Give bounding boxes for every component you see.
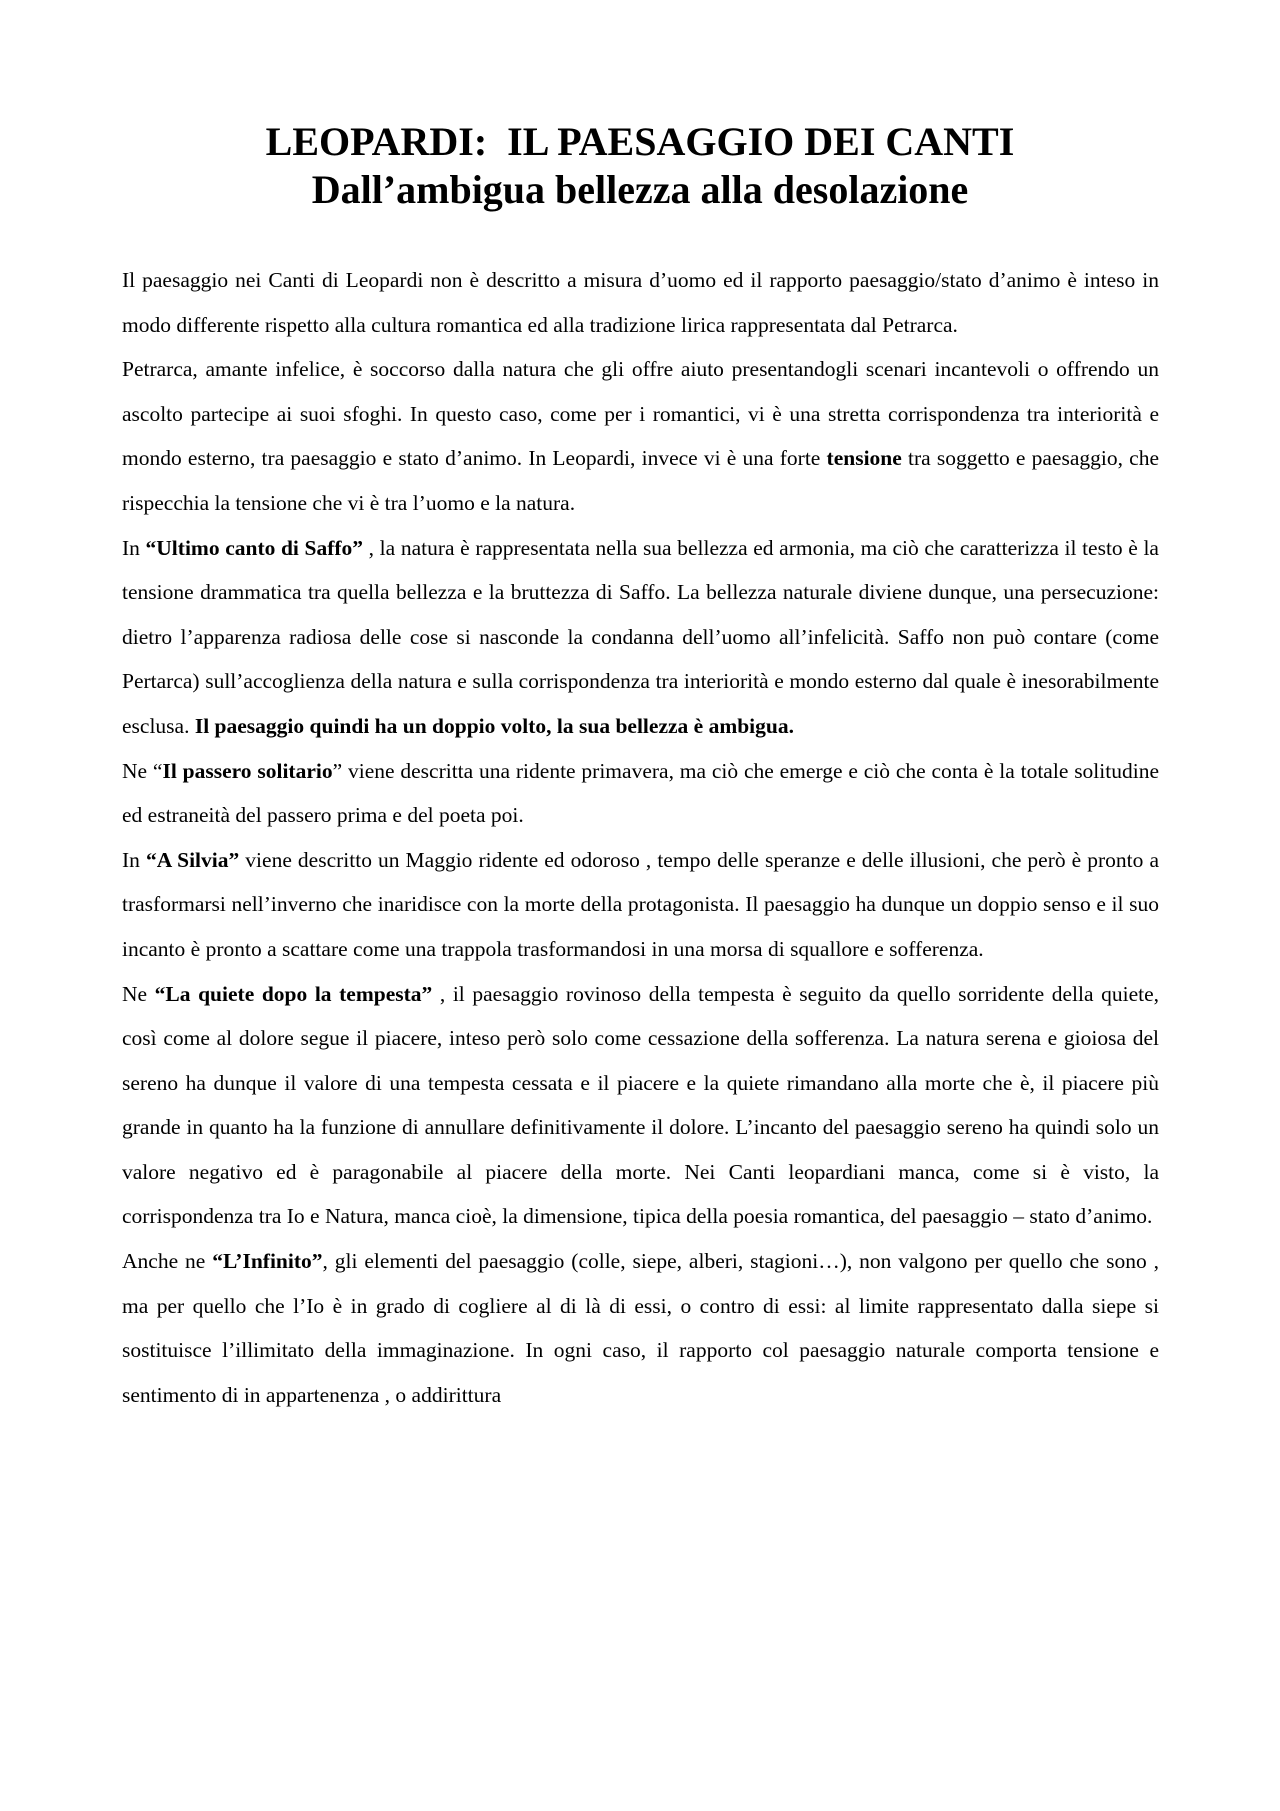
emphasis-conclusion: Il paesaggio quindi ha un doppio volto, la sua bellezza è ambigua. [194,713,794,738]
paragraph-intro [122,258,1159,347]
paragraph-text: Petrarca, amante infelice, è soccorso dalla natura che gli offre aiuto presentandogli scenari incantevoli o offrendo un ascolto partecipe ai suoi sfoghi. In questo caso, come per i romantici, vi è una stretta corrispondenza tra interiorità e mondo esterno, tra paesaggio e stato d’animo. In Leopardi, invece vi è una forte [122,357,1159,471]
poem-title-infinito: “L’Infinito” [212,1249,323,1274]
paragraph-text: , la natura è rappresentata nella sua bellezza ed armonia, ma ciò che caratterizza il testo è la tensione drammatica tra quella bellezza e la bruttezza di Saffo. La bellezza naturale diviene dunque, una persecuzione: dietro l’apparenza radiosa delle cose si nasconde la condanna dell’uomo all’infelicità. Saffo non può contare (come Pertarca) sull’accoglienza della natura e sulla corrispondenza tra interiorità e mondo esterno dal quale è inesorabilmente esclusa. [122,535,1159,738]
page-title: LEOPARDI: IL PAESAGGIO DEI CANTI [265,119,1015,164]
paragraph-text: Ne “ [122,758,163,783]
paragraph-text: Il paesaggio nei Canti di Leopardi non è descritto a misura d’uomo ed il rapporto paesaggio/stato d’animo è inteso in modo differente rispetto alla cultura romantica ed alla tradizione lirica rappresentata dal Petrarca. [122,268,1159,337]
paragraph-quiete [122,972,1159,1240]
poem-title-silvia: “A Silvia” [145,847,240,872]
paragraph-saffo [122,526,1159,749]
paragraph-infinito [122,1239,1159,1417]
page-subtitle: Dall’ambigua bellezza alla desolazione [311,167,969,212]
paragraph-passero [122,749,1159,838]
paragraph-text: ” viene descritta una ridente primavera, ma ciò che emerge e ciò che conta è la totale solitudine ed estraneità del passero prima e del poeta poi. [122,758,1159,828]
poem-title-passero: Il passero solitario [162,758,333,783]
paragraph-silvia [122,838,1159,972]
paragraph-text: , il paesaggio rovinoso della tempesta è seguito da quello sorridente della quiete, così come al dolore segue il piacere, inteso però solo come cessazione della sofferenza. La natura serena e gioiosa del sereno ha dunque il valore di una tempesta cessata e il piacere e la quiete rimandano alla morte che è, il piacere più grande in quanto ha la funzione di annullare definitivamente il dolore. L’incanto del paesaggio sereno ha quindi solo un valore negativo ed è paragonabile al piacere della morte. Nei Canti leopardiani manca, come si è visto, la corrispondenza tra Io e Natura, manca cioè, la dimensione, tipica della poesia romantica, del paesaggio – stato d’animo. [122,981,1160,1229]
poem-title-saffo: “Ultimo canto di Saffo” [145,535,364,560]
title-block [0,118,1280,214]
body-text [122,258,1159,1417]
paragraph-text: tra soggetto e paesaggio, che rispecchia la tensione che vi è tra l’uomo e la natura. [122,446,1159,515]
paragraph-petrarca [122,347,1159,525]
paragraph-text: viene descritto un Maggio ridente ed odoroso , tempo delle speranze e delle illusioni, che però è pronto a trasformarsi nell’inverno che inaridisce con la morte della protagonista. Il paesaggio ha dunque un doppio senso e il suo incanto è pronto a scattare come una trappola trasformandosi in una morsa di squallore e sofferenza. [122,847,1159,961]
paragraph-text: Ne [122,981,155,1006]
poem-title-quiete: “La quiete dopo la tempesta” [154,981,433,1006]
paragraph-text: , gli elementi del paesaggio (colle, siepe, alberi, stagioni…), non valgono per quello che sono , ma per quello che l’Io è in grado di cogliere al di là di essi, o contro di essi: al limite rappresentato dalla siepe si sostituisce l’illimitato della immaginazione. In ogni caso, il rapporto col paesaggio naturale comporta tensione e sentimento di in appartenenza , o addirittura [122,1249,1159,1407]
emphasis-tensione: tensione [826,446,902,471]
paragraph-text: In [122,535,146,560]
paragraph-text: Anche ne [122,1249,213,1274]
paragraph-text: In [122,847,146,872]
